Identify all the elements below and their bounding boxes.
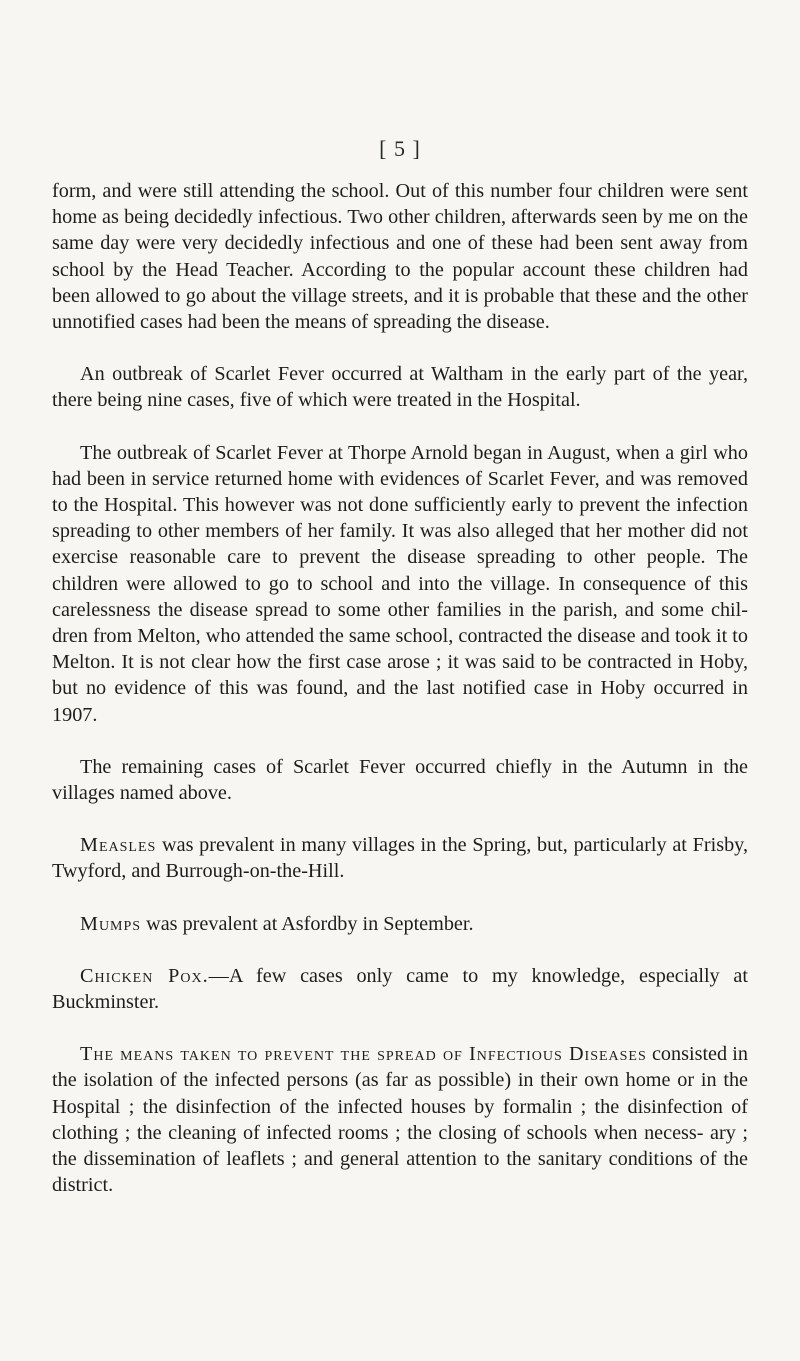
document-body [52,178,748,1225]
paragraph-measles-text: was prevalent in many villages in the Spring, but, particularly at Frisby, Twyford, and Burrough-on-the-Hill. [52,834,748,883]
measles-heading: Measles [80,834,157,857]
paragraph-4-text: The remaining cases of Scarlet Fever occurred chiefly in the Autumn in the villages named above. [52,755,748,805]
paragraph-prevention [52,1041,748,1198]
paragraph-measles [52,832,748,884]
page-number: [ 5 ] [379,136,421,161]
prevention-heading: The means taken to prevent the spread of Infectious Diseases [80,1043,647,1066]
paragraph-2-text: An outbreak of Scarlet Fever occurred at Waltham in the early part of the year, there being nine cases, five of which were treated in the Hospital. [52,363,748,412]
paragraph-mumps [52,911,748,937]
paragraph-4 [52,754,748,806]
paragraph-prevention-text: consisted in the isolation of the infected persons (as far as possible) in their own home or in the Hospital ; the disinfection of the infected houses by formalin ; the disinfection of clothing ; the cleaning of infected rooms ; the closing of schools when necess- ary ; the dissemination of leaflets ; and general attention to the sanitary conditions of the district. [52,1043,748,1197]
paragraph-chicken-pox-text: —A few cases only came to my knowledge, especially at Buckminster. [52,964,748,1014]
paragraph-1 [52,178,748,335]
paragraph-mumps-text: was prevalent at Asfordby in September. [141,912,474,935]
paragraph-1-text: form, and were still attending the school. Out of this number four children were sent home as being decidedly infectious. Two other children, afterwards seen by me on the same day were very decidedly infectious and one of these had been sent away from school by the Head Teacher. According to the popular account these children had been allowed to go about the village streets, and it is probable that these and the other unnotified cases had been the means of spreading the disease. [52,180,748,334]
paragraph-3 [52,440,748,728]
paragraph-chicken-pox [52,963,748,1015]
mumps-heading: Mumps [80,912,142,935]
chicken-pox-heading: Chicken Pox. [80,964,209,987]
paragraph-2 [52,361,748,413]
paragraph-3-text: The outbreak of Scarlet Fever at Thorpe Arnold began in August, when a girl who had been in service returned home with evidences of Scarlet Fever, and was removed to the Hospital. This however was not done sufficiently early to prevent the infection spreading to other members of her family. It was also alleged that her mother did not exercise reasonable care to prevent the disease spreading to other people. The children were allowed to go to school and into the village. In consequence of this carelessness the disease spread to some other families in the parish, and some chil- dren from Melton, who attended the same school, contracted the disease and took it to Melton. It is not clear how the first case arose ; it was said to be contracted in Hoby, but no evidence of this was found, and the last notified case in Hoby occurred in 1907. [52,441,748,726]
